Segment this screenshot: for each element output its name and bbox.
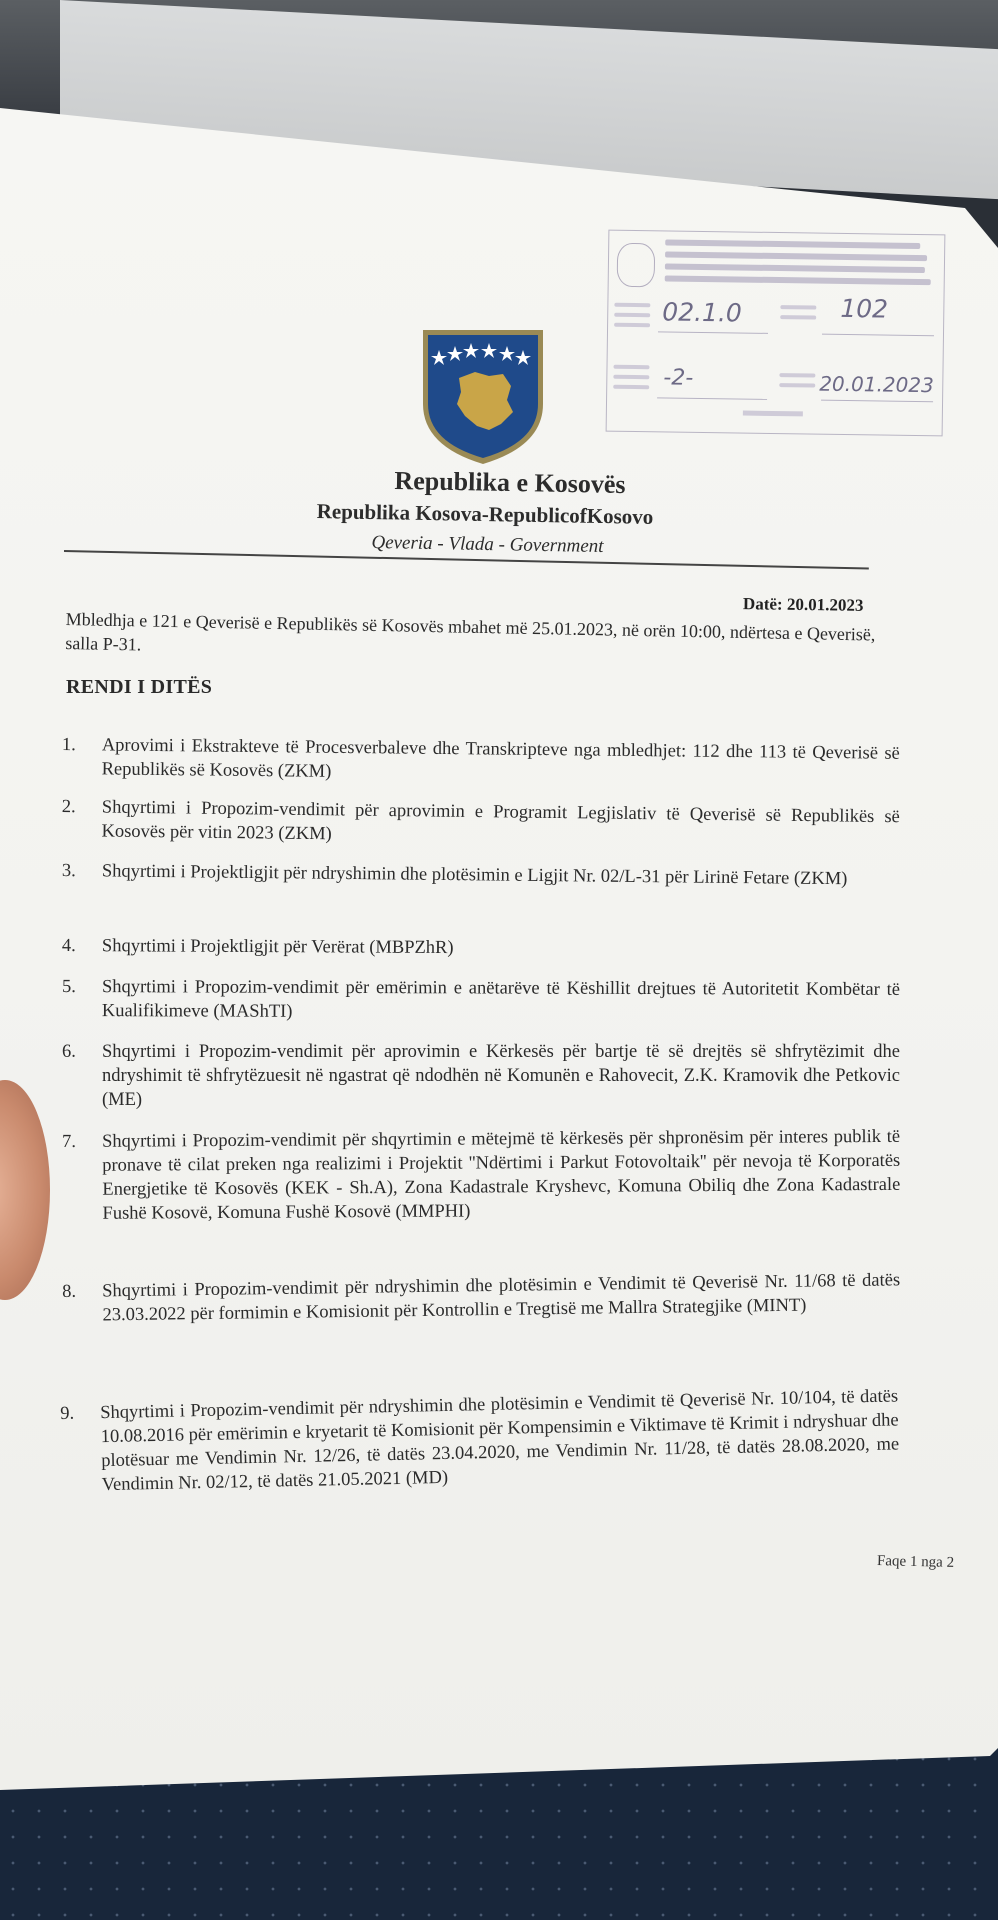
agenda-item-text: Shqyrtimi i Propozim-vendimit për shqyrtimin e mëtejmë të kërkesës për shpronësim për interes publik të pronave të cilat preken nga realizimi i Projektit ''Ndërtimi i Parkut Fotovoltaik'' për nevoja të Korporatës Energjetike të Kosovës (KEK - Sh.A), Zona Kadastrale Kryshevc, Komuna Obiliq dhe Zona Kadastrale Fushë Kosovë, Komuna Fushë Kosovë (MMPHI) (102, 1126, 901, 1224)
country-title: Republika e Kosovës (394, 465, 626, 500)
meeting-intro: Mbledhja e 121 e Qeverisë e Republikës së Kosovës mbahet më 25.01.2023, në orën 10:00, ndërtesa e Qeverisë, salla P-31. (65, 608, 876, 655)
agenda-item (62, 934, 900, 962)
agenda-item-number: 1. (61, 734, 76, 756)
agenda-item (62, 1268, 901, 1328)
stamp-value-1: 02.1.0 (662, 297, 743, 328)
agenda-item-number: 2. (61, 796, 76, 818)
agenda-item-text: Shqyrtimi i Propozim-vendimit për ndryshimin dhe plotësimin e Vendimit të Qeverisë Nr. 11/68 të datës 23.03.2022 për formimin e Komisionit për Kontrollin e Tregtisë me Mallra Strategjike (MINT) (102, 1270, 901, 1326)
agenda-item (60, 1384, 900, 1498)
agenda-item-text: Shqyrtimi i Propozim-vendimit për ndryshimin dhe plotësimin e Vendimit të Qeverisë Nr. 10/104, të datës 10.08.2016 për emërimin e kryetarit të Komisionit për Kompensimin e Viktimave të Krimit i ndryshuar dhe plotësuar me Vendimin Nr. 12/26, të datës 23.04.2020, me Vendimin Nr. 11/28, të datës 28.08.2020, me Vendimin Nr. 02/12, të datës 21.05.2021 (MD) (100, 1386, 900, 1496)
stamp-value-2: 102 (840, 293, 889, 324)
stamp-value-3: -2- (663, 365, 694, 391)
agenda-item-text: Shqyrtimi i Projektligjit për ndryshimin dhe plotësimin e Ligjit Nr. 02/L-31 për Lirinë Fetare (ZKM) (101, 861, 848, 890)
agenda-item-number: 3. (61, 860, 76, 882)
agenda-item-number: 6. (62, 1042, 76, 1062)
stamp-value-4: 20.01.2023 (819, 371, 934, 398)
agenda-item (62, 975, 900, 1026)
agenda-item-text: Shqyrtimi i Propozim-vendimit për aprovimin e Programit Legjislativ të Qeverisë së Republikës së Kosovës për vitin 2023 (ZKM) (101, 797, 900, 845)
agenda-item (62, 1125, 901, 1226)
agenda-item-text: Aprovimi i Ekstrakteve të Procesverbaleve dhe Transkripteve nga mbledhjet: 112 dhe 113 të Qeverisë së Republikës së Kosovës (ZKM) (101, 735, 900, 782)
agenda-item-text: Shqyrtimi i Propozim-vendimit për aprovimin e Kërkesës për bartje të së drejtës së shfrytëzimit dhe ndryshimit të shfrytëzuesit në ngastrat që ndodhën në Komunën e Rahovecit, Z.K. Kramovik dhe Petkovic (ME) (102, 1042, 900, 1110)
country-subtitle: Republika Kosova-RepublicofKosovo (316, 499, 654, 529)
kosovo-coat-of-arms-icon (419, 326, 547, 466)
agenda-item (62, 859, 900, 892)
agenda-item-number: 9. (60, 1403, 75, 1424)
agenda-item-number: 5. (61, 977, 76, 998)
registry-stamp (606, 230, 946, 437)
agenda-item-number: 4. (61, 936, 76, 957)
agenda-item-text: Shqyrtimi i Propozim-vendimit për emërimin e anëtarëve të Këshillit drejtues të Autoritetit Kombëtar të Kualifikimeve (MAShTI) (101, 977, 900, 1022)
agenda-item (62, 1040, 900, 1112)
agenda-item-text: Shqyrtimi i Projektligjit për Verërat (MBPZhR) (101, 936, 454, 959)
government-line: Qeveria - Vlada - Government (371, 531, 604, 558)
page-number: Faqe 1 nga 2 (876, 1552, 955, 1572)
stamp-seal-icon (617, 243, 656, 288)
document-date: Datë: 20.01.2023 (742, 594, 864, 615)
agenda-item (61, 733, 899, 790)
agenda-item-number: 8. (62, 1281, 77, 1302)
agenda-item-number: 7. (62, 1131, 77, 1152)
agenda-item (61, 795, 900, 853)
agenda-heading: RENDI I DITËS (66, 676, 213, 698)
